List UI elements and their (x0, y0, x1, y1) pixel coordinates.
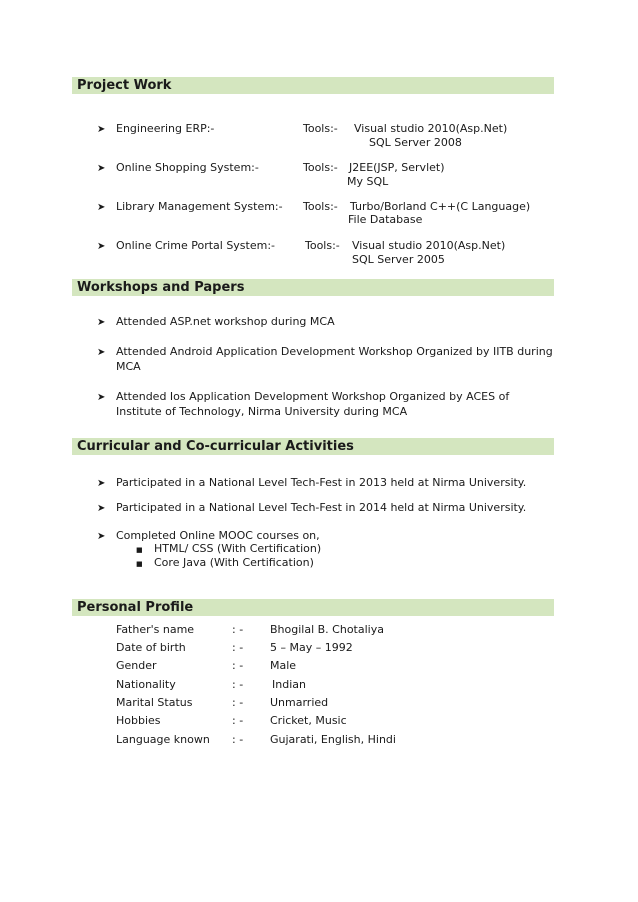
profile-label: Marital Status (116, 696, 193, 709)
workshop-item: Attended ASP.net workshop during MCA (116, 315, 335, 328)
profile-separator: : - (232, 714, 244, 727)
tool-secondary: My SQL (347, 175, 389, 188)
arrow-bullet-icon: ➤ (97, 347, 106, 358)
workshop-item: Attended Ios Application Development Workshop Organized by ACES of Institute of Technology, Nirma University during MCA (116, 390, 510, 418)
profile-label: Language known (116, 733, 210, 746)
section-header-project-work (72, 77, 554, 94)
tools-label: Tools:- (303, 200, 338, 213)
profile-value: Unmarried (270, 696, 329, 709)
activity-item: Participated in a National Level Tech-Fest in 2013 held at Nirma University. (116, 476, 527, 489)
tools-label: Tools:- (303, 122, 338, 135)
profile-separator: : - (232, 641, 244, 654)
section-title: Workshops and Papers (77, 280, 245, 295)
project-name: Engineering ERP:- (116, 122, 215, 135)
profile-separator: : - (232, 733, 244, 746)
profile-separator: : - (232, 678, 244, 691)
tool-primary: Visual studio 2010(Asp.Net) (352, 239, 506, 252)
square-bullet-icon: ■ (136, 546, 143, 554)
course-item: HTML/ CSS (With Certification) (154, 542, 322, 555)
activity-item: Participated in a National Level Tech-Fest in 2014 held at Nirma University. (116, 501, 527, 514)
arrow-bullet-icon: ➤ (97, 163, 106, 174)
section-header-activities (72, 438, 554, 455)
profile-separator: : - (232, 696, 244, 709)
workshop-item: Attended Android Application Development Workshop Organized by IITB during MCA (116, 345, 553, 373)
square-bullet-icon: ■ (136, 560, 143, 568)
profile-value: 5 – May – 1992 (270, 641, 353, 654)
profile-value: Indian (272, 678, 306, 691)
section-title: Personal Profile (77, 600, 194, 615)
tool-primary: Visual studio 2010(Asp.Net) (354, 122, 508, 135)
arrow-bullet-icon: ➤ (97, 531, 106, 542)
section-header-workshops (72, 279, 554, 296)
section-title: Project Work (77, 78, 172, 93)
arrow-bullet-icon: ➤ (97, 317, 106, 328)
section-title: Curricular and Co-curricular Activities (77, 439, 354, 454)
project-name: Online Crime Portal System:- (116, 239, 276, 252)
arrow-bullet-icon: ➤ (97, 478, 106, 489)
profile-label: Gender (116, 659, 157, 672)
project-name: Library Management System:- (116, 200, 283, 213)
profile-label: Father's name (116, 623, 195, 636)
tool-primary: Turbo/Borland C++(C Language) (350, 200, 531, 213)
profile-value: Bhogilal B. Chotaliya (270, 623, 384, 636)
tool-primary: J2EE(JSP, Servlet) (349, 161, 445, 174)
tool-secondary: SQL Server 2008 (369, 136, 462, 149)
profile-value: Male (270, 659, 297, 672)
profile-value: Cricket, Music (270, 714, 347, 727)
section-header-personal-profile (72, 599, 554, 616)
profile-label: Date of birth (116, 641, 186, 654)
profile-separator: : - (232, 659, 244, 672)
arrow-bullet-icon: ➤ (97, 392, 106, 403)
tool-secondary: SQL Server 2005 (352, 253, 445, 266)
tool-secondary: File Database (348, 213, 423, 226)
profile-separator: : - (232, 623, 244, 636)
tools-label: Tools:- (303, 161, 338, 174)
arrow-bullet-icon: ➤ (97, 503, 106, 514)
course-item: Core Java (With Certification) (154, 556, 314, 569)
arrow-bullet-icon: ➤ (97, 241, 106, 252)
profile-label: Hobbies (116, 714, 161, 727)
tools-label: Tools:- (305, 239, 340, 252)
arrow-bullet-icon: ➤ (97, 124, 106, 135)
profile-label: Nationality (116, 678, 176, 691)
arrow-bullet-icon: ➤ (97, 202, 106, 213)
project-name: Online Shopping System:- (116, 161, 259, 174)
activity-item: Completed Online MOOC courses on, (116, 529, 320, 542)
profile-value: Gujarati, English, Hindi (270, 733, 396, 746)
